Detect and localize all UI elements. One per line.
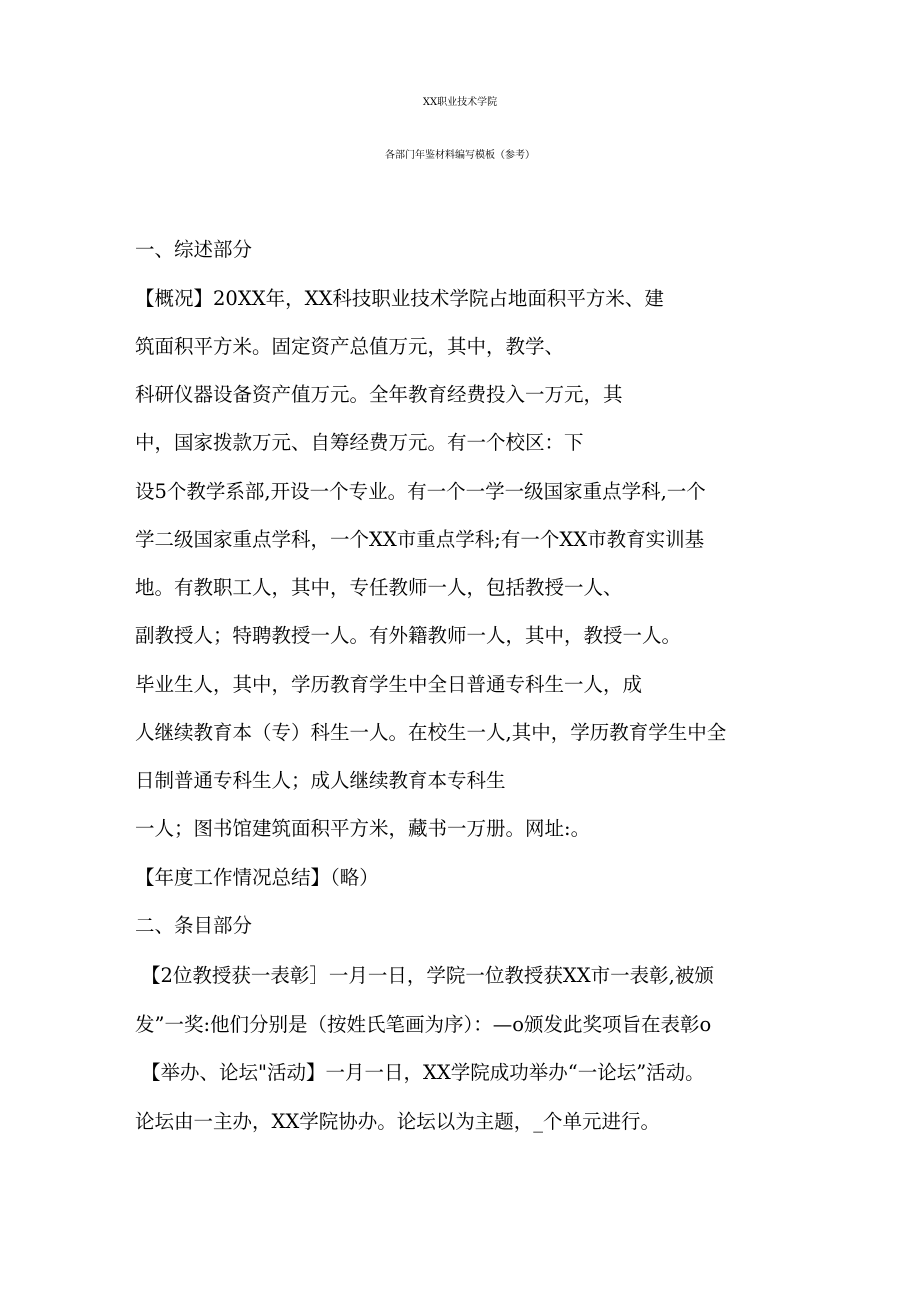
paragraph-line: 日制普通专科生人；成人继续教育本专科生 [135, 769, 506, 792]
paragraph-line: 【2位教授获一表彰］一月一日，学院一位教授获XX市一表彰,被颁 [141, 964, 714, 987]
paragraph-line: 一人；图书馆建筑面积平方米，藏书一万册。网址:。 [135, 817, 591, 840]
paragraph-line: 中，国家拨款万元、自筹经费万元。有一个校区：下 [135, 431, 584, 454]
paragraph-line: 学二级国家重点学科，一个XX市重点学科;有一个XX市教育实训基 [135, 528, 705, 551]
paragraph-line: 筑面积平方米。固定资产总值万元，其中，教学、 [135, 335, 565, 358]
section-heading-entries: 二、条目部分 [135, 914, 253, 937]
paragraph-line: 【举办、论坛"活动】一月一日，XX学院成功举办“一论坛”活动。 [141, 1061, 705, 1084]
paragraph-line: 设5个教学系部,开设一个专业。有一个一学一级国家重点学科,一个 [135, 480, 706, 503]
paragraph-line: 发”一奖:他们分别是（按姓氏笔画为序）：—o颁发此奖项旨在表彰o [135, 1013, 712, 1036]
section-heading-overview: 一、综述部分 [135, 238, 253, 261]
paragraph-line: 副教授人；特聘教授一人。有外籍教师一人，其中，教授一人。 [135, 624, 682, 647]
paragraph-line: 论坛由一主办，XX学院协办。论坛以为主题，_个单元进行。 [135, 1110, 661, 1133]
paragraph-line: 人继续教育本（专）科生一人。在校生一人,其中，学历教育学生中全 [135, 721, 727, 744]
paragraph-line: 毕业生人，其中，学历教育学生中全日普通专科生一人，成 [135, 673, 643, 696]
document-title: XX职业技术学院 [422, 97, 498, 108]
paragraph-line: 【概况】20XX年，XX科技职业技术学院占地面积平方米、建 [135, 287, 664, 310]
paragraph-line: 科研仪器设备资产值万元。全年教育经费投入一万元，其 [135, 383, 623, 406]
paragraph-line: 【年度工作情况总结】（略） [135, 866, 379, 889]
document-subtitle: 各部门年鉴材料编写模板（参考） [385, 150, 535, 161]
paragraph-line: 地。有教职工人，其中，专任教师一人，包括教授一人、 [135, 576, 623, 599]
